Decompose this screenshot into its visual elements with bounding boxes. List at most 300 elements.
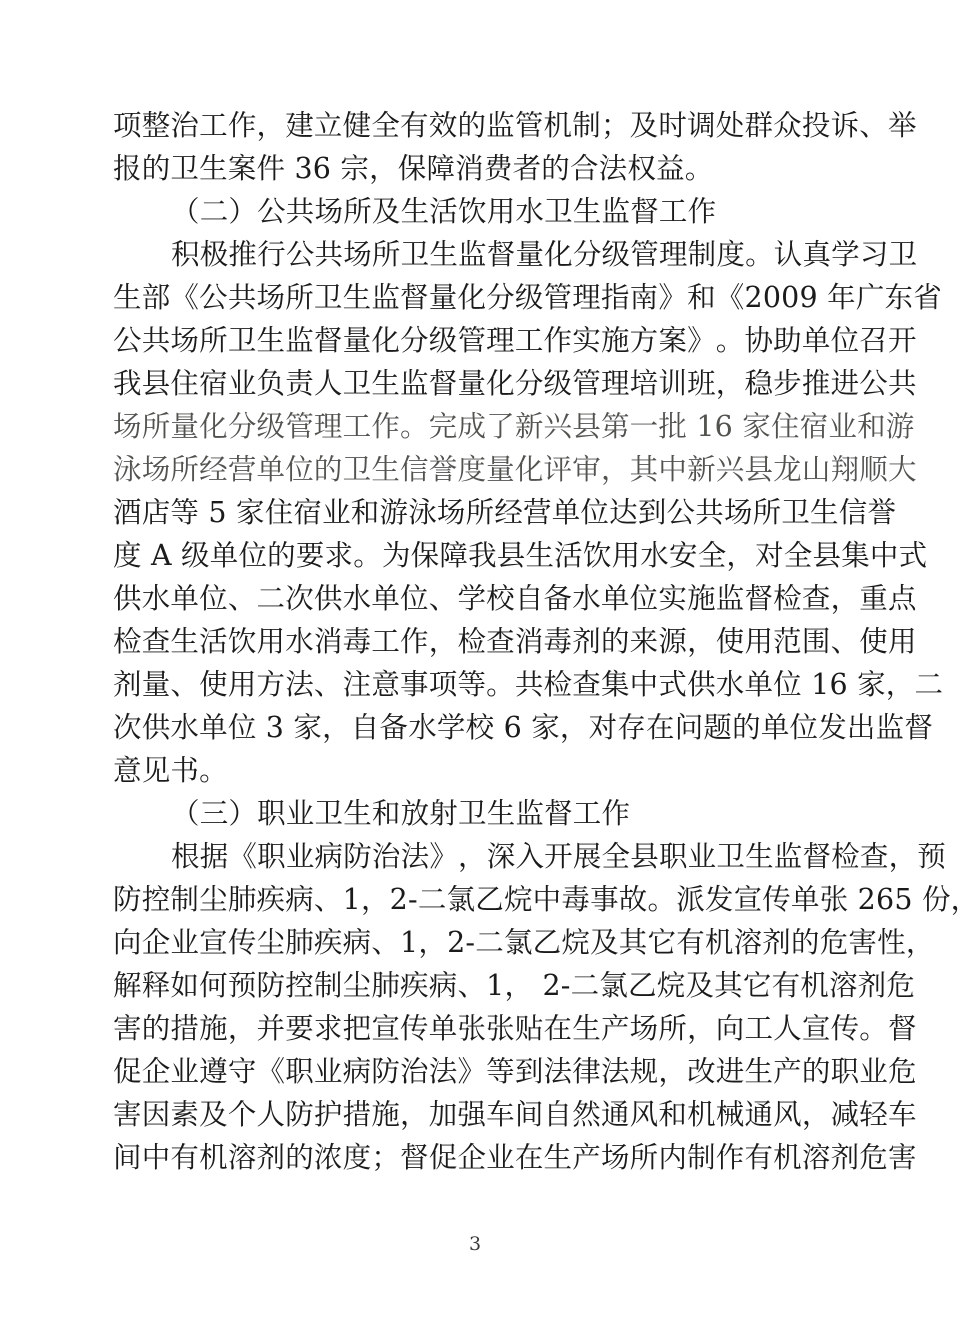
text-glyph: ， xyxy=(885,668,915,701)
text-glyph: 风 xyxy=(629,1098,659,1131)
text-glyph: 共 xyxy=(141,324,171,357)
text-glyph: ， xyxy=(322,711,351,744)
text-glyph: 查 xyxy=(141,625,171,658)
text-glyph: 及 xyxy=(629,109,659,142)
text-glyph: 卫 xyxy=(227,324,257,357)
text-glyph: 所 xyxy=(465,496,495,529)
text-glyph: 学 xyxy=(831,238,860,271)
text-glyph: 案 xyxy=(658,324,688,357)
text-glyph: 卫 xyxy=(716,840,746,873)
text-glyph: 浓 xyxy=(313,1141,343,1174)
text-glyph: 2 xyxy=(744,281,763,314)
text-glyph: 宣 xyxy=(199,926,228,959)
text-glyph: 推 xyxy=(801,367,831,400)
text-glyph: 法 xyxy=(400,840,430,873)
text-glyph: 业 xyxy=(828,410,858,443)
text-glyph: 生 xyxy=(525,539,555,572)
text-glyph: 中 xyxy=(658,453,688,486)
text-glyph: 真 xyxy=(802,238,832,271)
text-glyph: 产 xyxy=(600,1012,630,1045)
text-glyph: 检 xyxy=(457,625,487,658)
text-glyph: 然 xyxy=(572,1098,601,1131)
text-glyph: 肺 xyxy=(371,969,401,1002)
text-glyph: 》 xyxy=(457,1055,487,1088)
text-glyph: 次 xyxy=(285,582,314,615)
text-glyph: 入 xyxy=(515,840,545,873)
text-glyph: 步 xyxy=(773,367,802,400)
text-glyph: ， xyxy=(428,625,458,658)
text-glyph: 新 xyxy=(514,410,544,443)
text-glyph: 化 xyxy=(457,281,487,314)
text-glyph: 施 xyxy=(199,1012,228,1045)
text-glyph: 泳 xyxy=(113,453,142,486)
text-glyph: 化 xyxy=(514,453,544,486)
text-glyph: 题 xyxy=(703,711,733,744)
text-glyph: - xyxy=(465,926,476,959)
text-glyph: 加 xyxy=(428,1098,458,1131)
text-line xyxy=(113,835,946,878)
text-glyph: 》 xyxy=(658,281,688,314)
text-glyph: ， xyxy=(400,1098,429,1131)
text-glyph: 施 xyxy=(371,1098,401,1131)
text-glyph: 危 xyxy=(887,1055,917,1088)
text-glyph: ， xyxy=(256,109,286,142)
text-glyph: 及 xyxy=(590,926,619,959)
text-glyph: 单 xyxy=(428,1012,458,1045)
text-glyph: 校 xyxy=(486,582,515,615)
text-glyph: 对 xyxy=(755,539,784,572)
text-glyph: 理 xyxy=(600,367,630,400)
text-glyph: 所 xyxy=(285,281,314,314)
text-glyph: 的 xyxy=(285,1141,314,1174)
text-glyph: 向 xyxy=(113,926,142,959)
text-line xyxy=(113,577,917,620)
text-line xyxy=(113,1050,917,1093)
text-glyph: 投 xyxy=(801,109,831,142)
text-glyph: 诉 xyxy=(830,109,860,142)
text-glyph: 营 xyxy=(227,453,257,486)
text-glyph: 意 xyxy=(371,668,401,701)
text-glyph: 2 xyxy=(389,883,409,916)
text-glyph: 剂 xyxy=(857,969,887,1002)
text-glyph: 卫 xyxy=(342,367,372,400)
text-glyph: 法 xyxy=(600,1055,630,1088)
text-glyph: 量 xyxy=(515,238,545,271)
text-glyph: ， xyxy=(830,582,860,615)
text-glyph: 传 xyxy=(400,1012,429,1045)
text-glyph: 危 xyxy=(819,926,849,959)
text-glyph: 机 xyxy=(543,109,573,142)
text-line xyxy=(113,448,917,491)
text-glyph: 督 xyxy=(887,1012,917,1045)
text-glyph: 推 xyxy=(228,238,258,271)
text-glyph: 的 xyxy=(791,926,820,959)
text-glyph: 病 xyxy=(342,1055,372,1088)
text-glyph: 举 xyxy=(887,109,917,142)
text-glyph: 群 xyxy=(744,109,774,142)
text-line: （三）职业卫生和放射卫生监督工作 xyxy=(171,797,631,830)
text-glyph: 深 xyxy=(486,840,516,873)
text-glyph: 誉 xyxy=(867,496,897,529)
text-glyph: 住 xyxy=(170,367,200,400)
text-glyph: 第 xyxy=(600,410,630,443)
text-glyph: 范 xyxy=(773,625,802,658)
text-glyph: 一 xyxy=(629,410,659,443)
text-glyph: 量 xyxy=(170,410,200,443)
text-glyph: 中 xyxy=(141,1141,171,1174)
text-glyph: 量 xyxy=(342,324,372,357)
text-glyph: 单 xyxy=(371,582,401,615)
text-glyph: 改 xyxy=(687,1055,716,1088)
text-glyph: 防 xyxy=(371,1055,401,1088)
text-glyph: 注 xyxy=(342,668,372,701)
text-glyph: 尘 xyxy=(199,883,228,916)
text-glyph: 行 xyxy=(257,238,286,271)
text-glyph: 的 xyxy=(141,1012,171,1045)
text-glyph: 内 xyxy=(658,1141,688,1174)
text-glyph: 方 xyxy=(256,668,286,701)
text-glyph: 业 xyxy=(313,1055,343,1088)
text-glyph: 二 xyxy=(914,668,944,701)
text-glyph: 《 xyxy=(256,1055,286,1088)
text-glyph: 监 xyxy=(285,324,314,357)
text-glyph: 治 xyxy=(400,1055,429,1088)
text-glyph: 乙 xyxy=(628,969,657,1002)
text-glyph: 公 xyxy=(666,496,696,529)
text-glyph: 管 xyxy=(572,367,601,400)
text-glyph: 进 xyxy=(830,367,860,400)
text-glyph: 场 xyxy=(629,1012,659,1045)
text-glyph: 其 xyxy=(629,453,659,486)
text-glyph: 。 xyxy=(715,324,745,357)
text-glyph: 检 xyxy=(831,840,860,873)
text-glyph: 消 xyxy=(514,625,544,658)
text-glyph: 积 xyxy=(171,238,200,271)
text-glyph: 自 xyxy=(543,1098,573,1131)
text-glyph: 传 xyxy=(227,926,257,959)
text-glyph: 剂 xyxy=(762,926,791,959)
text-glyph: 实 xyxy=(572,324,601,357)
text-glyph: 间 xyxy=(113,1141,142,1174)
text-glyph: 游 xyxy=(379,496,409,529)
text-glyph: 水 xyxy=(342,582,372,615)
text-glyph: 病 xyxy=(428,969,458,1002)
text-glyph: 县 xyxy=(630,840,659,873)
text-glyph: ， xyxy=(360,883,390,916)
text-glyph: 到 xyxy=(637,496,667,529)
text-glyph: 所 xyxy=(199,324,228,357)
text-glyph: 控 xyxy=(285,969,314,1002)
text-glyph: 家 xyxy=(857,668,886,701)
text-glyph: 自 xyxy=(514,582,544,615)
text-glyph: ， xyxy=(801,1098,831,1131)
text-glyph: 化 xyxy=(371,324,401,357)
text-glyph: 位 xyxy=(580,496,610,529)
text-glyph: 通 xyxy=(744,1098,774,1131)
text-glyph: 的 xyxy=(600,625,630,658)
text-glyph: 》 xyxy=(429,840,459,873)
text-glyph: 它 xyxy=(742,969,772,1002)
text-glyph: 法 xyxy=(543,1055,573,1088)
text-glyph: 1 xyxy=(696,410,715,443)
text-glyph: 中 xyxy=(532,883,562,916)
text-glyph: 稳 xyxy=(744,367,774,400)
text-glyph: 督 xyxy=(802,840,832,873)
text-glyph: 所 xyxy=(629,1141,659,1174)
text-glyph: 预 xyxy=(917,840,946,873)
text-glyph: 南 xyxy=(629,281,659,314)
text-glyph: ， xyxy=(600,453,630,486)
text-glyph: 作 xyxy=(543,324,573,357)
text-glyph: 位 xyxy=(285,453,314,486)
text-glyph: 誉 xyxy=(428,453,458,486)
text-glyph: 、 xyxy=(830,625,860,658)
text-glyph: 管 xyxy=(543,281,573,314)
text-glyph: 。 xyxy=(647,883,677,916)
text-glyph: 共 xyxy=(695,496,724,529)
text-glyph: 项 xyxy=(113,109,142,142)
text-glyph: 、 xyxy=(227,582,257,615)
text-glyph: 监 xyxy=(875,711,905,744)
text-glyph: 宿 xyxy=(799,410,829,443)
text-glyph: 监 xyxy=(371,281,401,314)
text-glyph: 尘 xyxy=(342,969,372,1002)
text-glyph: 家 xyxy=(235,496,265,529)
text-glyph: 有 xyxy=(170,1141,200,1174)
text-glyph: 轻 xyxy=(859,1098,888,1131)
text-glyph: 促 xyxy=(428,1141,458,1174)
text-glyph: 6 xyxy=(714,410,734,443)
text-glyph: 性 xyxy=(877,926,906,959)
text-glyph: 在 xyxy=(514,1141,544,1174)
text-glyph: 经 xyxy=(494,496,524,529)
text-glyph: 营 xyxy=(523,496,552,529)
text-glyph: 0 xyxy=(781,281,800,314)
text-glyph: 查 xyxy=(572,668,601,701)
text-glyph: 烷 xyxy=(503,883,533,916)
text-glyph: 评 xyxy=(543,453,573,486)
text-glyph: 管 xyxy=(630,238,659,271)
text-glyph: 尘 xyxy=(256,926,286,959)
text-glyph: 因 xyxy=(141,1098,171,1131)
text-glyph: 素 xyxy=(170,1098,200,1131)
text-glyph: 制 xyxy=(687,1141,716,1174)
text-glyph: 作 xyxy=(400,625,429,658)
text-glyph: 事 xyxy=(590,883,619,916)
text-glyph: 等 xyxy=(486,1055,515,1088)
text-glyph: 要 xyxy=(295,539,325,572)
text-glyph: 工 xyxy=(514,324,544,357)
text-glyph: 理 xyxy=(572,281,601,314)
text-glyph: 调 xyxy=(687,109,716,142)
text-glyph: 危 xyxy=(886,969,916,1002)
text-glyph: ， xyxy=(687,625,716,658)
text-glyph: ， xyxy=(458,840,487,873)
text-glyph: 方 xyxy=(629,324,659,357)
text-glyph: 饮 xyxy=(227,625,257,658)
text-glyph: 车 xyxy=(486,1098,515,1131)
text-glyph: 的 xyxy=(313,453,343,486)
text-glyph: 兴 xyxy=(715,453,745,486)
text-line xyxy=(113,663,944,706)
text-glyph: 我 xyxy=(468,539,497,572)
text-glyph: 的 xyxy=(267,539,296,572)
text-glyph: 职 xyxy=(257,840,286,873)
text-glyph xyxy=(522,706,531,749)
text-glyph: 、 xyxy=(313,668,343,701)
text-glyph: 《 xyxy=(228,840,258,873)
text-glyph: 害 xyxy=(113,1012,142,1045)
text-glyph: 管 xyxy=(457,324,487,357)
text-glyph: 等 xyxy=(457,668,487,701)
text-glyph: 分 xyxy=(572,238,602,271)
text-glyph: 活 xyxy=(199,625,228,658)
text-glyph: 措 xyxy=(170,1012,200,1045)
text-glyph: 对 xyxy=(588,711,618,744)
text-glyph: 场 xyxy=(600,1141,630,1174)
text-glyph: 氯 xyxy=(446,883,476,916)
page-number: 3 xyxy=(468,1233,482,1255)
text-glyph: 监 xyxy=(486,109,515,142)
text-glyph: 护 xyxy=(313,1098,343,1131)
text-glyph: 游 xyxy=(885,410,915,443)
text-glyph: 制 xyxy=(170,883,200,916)
text-glyph: 分 xyxy=(486,281,515,314)
text-glyph: 5 xyxy=(894,883,913,916)
text-glyph: ， xyxy=(905,926,935,959)
text-glyph: 《 xyxy=(170,281,200,314)
text-glyph: 。 xyxy=(859,1012,888,1045)
text-glyph: 用 xyxy=(611,539,641,572)
text-glyph: 《 xyxy=(715,281,745,314)
text-glyph: 单 xyxy=(791,883,820,916)
text-glyph: 2 xyxy=(857,883,877,916)
text-glyph: 所 xyxy=(170,453,200,486)
text-glyph: 饮 xyxy=(582,539,612,572)
text-glyph: 学 xyxy=(436,711,466,744)
text-glyph: 和 xyxy=(857,410,886,443)
text-glyph: 场 xyxy=(256,281,286,314)
text-line xyxy=(113,405,915,448)
text-glyph: 水 xyxy=(141,582,171,615)
text-glyph: 生 xyxy=(429,238,459,271)
text-glyph: 产 xyxy=(572,1141,601,1174)
text-glyph: 所 xyxy=(752,496,782,529)
text-glyph: 人 xyxy=(313,367,343,400)
text-glyph: 分 xyxy=(227,410,257,443)
text-glyph: 学 xyxy=(457,582,487,615)
text-glyph: 东 xyxy=(884,281,914,314)
text-glyph: 责 xyxy=(285,367,314,400)
text-glyph: 何 xyxy=(199,969,228,1002)
text-glyph: ， xyxy=(888,840,918,873)
text-glyph: 县 xyxy=(141,367,171,400)
text-glyph: 治 xyxy=(170,109,200,142)
text-glyph: 活 xyxy=(554,539,583,572)
text-glyph: 工 xyxy=(371,625,401,658)
text-glyph: 水 xyxy=(715,668,745,701)
text-glyph: 作 xyxy=(227,109,257,142)
text-glyph: 3 xyxy=(265,711,285,744)
text-glyph: 业 xyxy=(285,840,315,873)
text-glyph: 场 xyxy=(723,496,753,529)
text-glyph: 防 xyxy=(113,883,142,916)
text-glyph: 措 xyxy=(342,1098,372,1131)
text-glyph: 要 xyxy=(285,1012,314,1045)
text-glyph: 剂 xyxy=(830,1141,860,1174)
text-line xyxy=(113,534,928,577)
text-glyph: 二 xyxy=(570,969,600,1002)
text-glyph: 贴 xyxy=(514,1012,544,1045)
text-glyph: 场 xyxy=(436,496,466,529)
text-glyph: 单 xyxy=(170,582,200,615)
text-glyph: 备 xyxy=(543,582,573,615)
text-glyph: 业 xyxy=(170,926,200,959)
text-glyph: 到 xyxy=(514,1055,544,1088)
text-glyph xyxy=(257,706,266,749)
text-glyph: 翔 xyxy=(830,453,860,486)
text-glyph: 》 xyxy=(687,324,716,357)
text-glyph: 次 xyxy=(113,711,142,744)
text-glyph: 通 xyxy=(600,1098,630,1131)
text-glyph xyxy=(687,405,696,448)
text-glyph: 溶 xyxy=(828,969,858,1002)
text-line xyxy=(113,878,979,921)
text-glyph: 生 xyxy=(371,367,401,400)
text-glyph: 县 xyxy=(812,539,842,572)
text-glyph: 所 xyxy=(658,1012,688,1045)
text-glyph: 达 xyxy=(609,496,638,529)
text-glyph: 级 xyxy=(514,281,544,314)
text-glyph: 1 xyxy=(486,969,505,1002)
text-line xyxy=(113,964,916,1007)
text-glyph: 共 xyxy=(314,238,344,271)
text-glyph: 个 xyxy=(227,1098,257,1131)
text-glyph: 法 xyxy=(285,668,314,701)
text-glyph: 县 xyxy=(744,453,774,486)
text-glyph: 围 xyxy=(801,625,831,658)
text-glyph: 危 xyxy=(859,1141,888,1174)
text-glyph: 9 xyxy=(799,281,818,314)
text-glyph: 二 xyxy=(417,883,447,916)
text-glyph xyxy=(533,964,542,1007)
text-glyph: 位 xyxy=(400,582,429,615)
text-glyph: 督 xyxy=(400,281,429,314)
text-glyph: 场 xyxy=(113,410,142,443)
text-glyph: 张 xyxy=(486,1012,515,1045)
text-glyph: 住 xyxy=(770,410,800,443)
text-glyph: 共 xyxy=(227,281,257,314)
text-glyph: 有 xyxy=(771,969,801,1002)
text-glyph: 在 xyxy=(543,1012,573,1045)
text-glyph: 有 xyxy=(400,109,429,142)
text-glyph: 解 xyxy=(113,969,142,1002)
text-glyph: 害 xyxy=(113,1098,142,1131)
text-glyph: 完 xyxy=(428,410,458,443)
text-glyph: ； xyxy=(371,1141,401,1174)
text-glyph: 存 xyxy=(617,711,646,744)
text-glyph: 单 xyxy=(199,711,228,744)
text-glyph: 督 xyxy=(400,1141,429,1174)
text-glyph: 级 xyxy=(181,539,210,572)
text-glyph: 据 xyxy=(199,840,229,873)
text-glyph: 督 xyxy=(744,582,774,615)
text-glyph: 工 xyxy=(744,1012,774,1045)
text-glyph: 害 xyxy=(848,926,878,959)
text-glyph: 其 xyxy=(618,926,648,959)
text-glyph: 生 xyxy=(572,1012,601,1045)
text-glyph: 施 xyxy=(600,324,630,357)
